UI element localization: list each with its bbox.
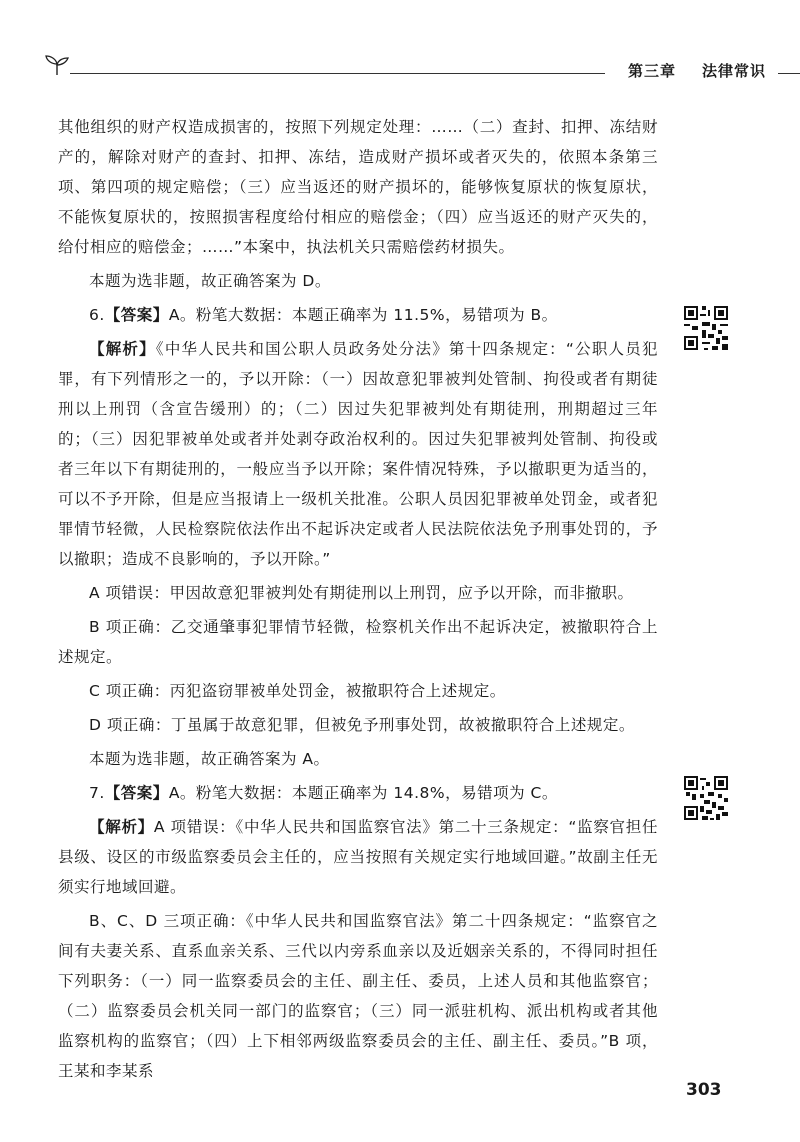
qr-code-icon[interactable] [682, 304, 730, 352]
analysis-label: 【解析】 [89, 818, 154, 836]
paragraph [58, 906, 658, 1086]
question-number: 6. [89, 306, 105, 324]
analysis-label: 【解析】 [89, 340, 156, 358]
paragraph [58, 744, 658, 774]
analysis-text: A 项错误：《中华人民共和国监察官法》第二十三条规定：“监察官担任县级、设区的市级监察委员会主任的，应当按照有关规定实行地域回避。”故副主任无须实行地域回避。 [58, 818, 658, 896]
paragraph-text: D 项正确：丁虽属于故意犯罪，但被免予刑事处罚，故被撤职符合上述规定。 [89, 716, 635, 734]
running-header [40, 48, 800, 84]
answer-label: 【答案】 [104, 306, 169, 324]
answer-7 [58, 778, 658, 808]
paragraph-text: 其他组织的财产权造成损害的，按照下列规定处理：……（二）查封、扣押、冻结财产的，解除对财产的查封、扣押、冻结，造成财产损坏或者灭失的，依照本条第三项、第四项的规定赔偿；（三）应当返还的财产损坏的，能够恢复原状的恢复原状，不能恢复原状的，按照损害程度给付相应的赔偿金；（四）应当返还的财产灭失的，给付相应的赔偿金；……”本案中，执法机关只需赔偿药材损失。 [58, 118, 658, 256]
analysis-7 [58, 812, 658, 902]
paragraph-text: 本题为选非题，故正确答案为 A。 [89, 750, 330, 768]
paragraph [58, 676, 658, 706]
body-text [58, 112, 658, 1090]
answer-6 [58, 300, 658, 330]
paragraph [58, 112, 658, 262]
paragraph-text: 本题为选非题，故正确答案为 D。 [89, 272, 331, 290]
section-title: 法律常识 [702, 62, 767, 80]
answer-text: A。粉笔大数据：本题正确率为 11.5%，易错项为 B。 [168, 306, 558, 324]
paragraph-text: B 项正确：乙交通肇事犯罪情节轻微，检察机关作出不起诉决定，被撤职符合上述规定。 [58, 618, 658, 666]
paragraph [58, 578, 658, 608]
page-number: 303 [686, 1080, 722, 1100]
paragraph [58, 710, 658, 740]
header-rule-left [70, 73, 605, 74]
question-number: 7. [89, 784, 105, 802]
paragraph-text: B、C、D 三项正确：《中华人民共和国监察官法》第二十四条规定：“监察官之间有夫妻关系、直系血亲关系、三代以内旁系血亲以及近姻亲关系的，不得同时担任下列职务：（一）同一监察委员会的主任、副主任、委员，上述人员和其他监察官；（二）监察委员会机关同一部门的监察官；（三）同一派驻机构、派出机构或者其他监察机构的监察官；（四）上下相邻两级监察委员会的主任、副主任、委员。”B 项，王某和李某系 [58, 912, 658, 1080]
sprout-icon [44, 54, 70, 76]
chapter-title: 第三章 [628, 62, 677, 80]
answer-text: A。粉笔大数据：本题正确率为 14.8%，易错项为 C。 [168, 784, 558, 802]
header-rule-right [778, 73, 800, 74]
answer-label: 【答案】 [104, 784, 169, 802]
analysis-6 [58, 334, 658, 574]
paragraph-text: A 项错误：甲因故意犯罪被判处有期徒刑以上刑罚，应予以开除，而非撤职。 [89, 584, 634, 602]
analysis-text: 《中华人民共和国公职人员政务处分法》第十四条规定：“公职人员犯罪，有下列情形之一的，予以开除：（一）因故意犯罪被判处管制、拘役或者有期徒刑以上刑罚（含宣告缓刑）的；（二）因过失犯罪被判处有期徒刑，刑期超过三年的；（三）因犯罪被单处或者并处剥夺政治权利的。因过失犯罪被判处管制、拘役或者三年以下有期徒刑的，一般应当予以开除；案件情况特殊，予以撤职更为适当的，可以不予开除，但是应当报请上一级机关批准。公职人员因犯罪被单处罚金，或者犯罪情节轻微，人民检察院依法作出不起诉决定或者人民法院依法免予刑事处罚的，予以撤职；造成不良影响的，予以开除。” [58, 340, 658, 568]
paragraph-text: C 项正确：丙犯盗窃罪被单处罚金，被撤职符合上述规定。 [89, 682, 506, 700]
paragraph [58, 266, 658, 296]
qr-code-icon[interactable] [682, 774, 730, 822]
paragraph [58, 612, 658, 672]
